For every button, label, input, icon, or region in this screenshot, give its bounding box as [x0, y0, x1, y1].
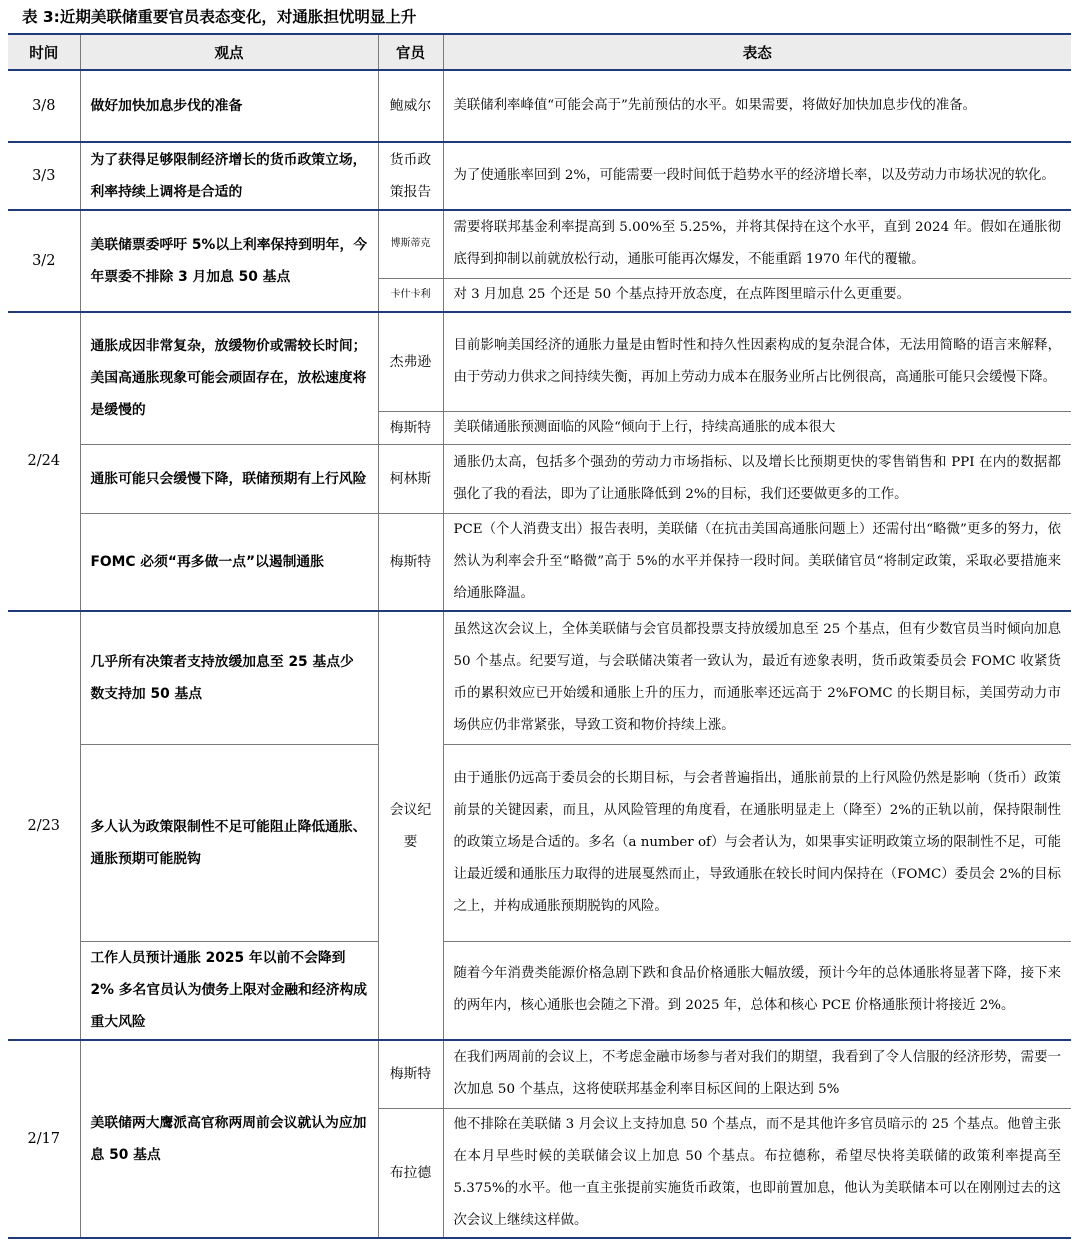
row-view: FOMC 必须“再多做一点”以遏制通胀	[80, 514, 378, 612]
row-official: 会议纪要	[378, 611, 443, 1040]
row-time: 3/2	[8, 210, 80, 312]
row-official: 卡什卡利	[378, 278, 443, 312]
table-row	[8, 70, 1071, 142]
row-statement: 在我们两周前的会议上，不考虑金融市场参与者对我们的期望，我看到了令人信服的经济形势，需要一次加息 50 个基点，这将使联邦基金利率目标区间的上限达到 5%	[443, 1040, 1071, 1108]
row-view: 通胀成因非常复杂，放缓物价或需较长时间；美国高通胀现象可能会顽固存在，放松速度将是缓慢的	[80, 312, 378, 445]
table-row	[8, 744, 1071, 941]
row-official: 鲍威尔	[378, 70, 443, 142]
row-view: 美联储两大鹰派高官称两周前会议就认为应加息 50 基点	[80, 1040, 378, 1238]
row-official: 布拉德	[378, 1108, 443, 1238]
row-statement: 美联储通胀预测面临的风险“倾向于上行，持续高通胀的成本很大	[443, 412, 1071, 445]
row-official: 梅斯特	[378, 1040, 443, 1108]
row-view: 多人认为政策限制性不足可能阻止降低通胀、通胀预期可能脱钩	[80, 744, 378, 941]
row-statement: 对 3 月加息 25 个还是 50 个基点持开放态度，在点阵图里暗示什么更重要。	[443, 278, 1071, 312]
table-row	[8, 445, 1071, 514]
table-row	[8, 941, 1071, 1040]
row-statement: 目前影响美国经济的通胀力量是由暂时性和持久性因素构成的复杂混合体，无法用简略的语言来解释，由于劳动力供求之间持续失衡，再加上劳动力成本在服务业所占比例很高，高通胀可能只会缓慢下降。	[443, 312, 1071, 412]
row-statement: 通胀仍太高，包括多个强劲的劳动力市场指标、以及增长比预期更快的零售销售和 PPI 在内的数据都强化了我的看法，即为了让通胀降低到 2%的目标，我们还要做更多的工作。	[443, 445, 1071, 514]
header-statement: 表态	[443, 34, 1071, 70]
table-row	[8, 210, 1071, 278]
row-view: 美联储票委呼吁 5%以上利率保持到明年，今年票委不排除 3 月加息 50 基点	[80, 210, 378, 312]
header-view: 观点	[80, 34, 378, 70]
row-view: 工作人员预计通胀 2025 年以前不会降到 2% 多名官员认为债务上限对金融和经济构成重大风险	[80, 941, 378, 1040]
row-statement: PCE（个人消费支出）报告表明，美联储（在抗击美国高通胀问题上）还需付出“略微”更多的努力，依然认为利率会升至“略微”高于 5%的水平并保持一段时间。美联储官员“将制定政策，采取必要措施来给通胀降温。	[443, 514, 1071, 612]
table-row	[8, 611, 1071, 744]
row-statement: 为了使通胀率回到 2%，可能需要一段时间低于趋势水平的经济增长率，以及劳动力市场状况的软化。	[443, 142, 1071, 210]
row-view: 为了获得足够限制经济增长的货币政策立场，利率持续上调将是合适的	[80, 142, 378, 210]
row-statement: 随着今年消费类能源价格急剧下跌和食品价格通胀大幅放缓，预计今年的总体通胀将显著下降，接下来的两年内，核心通胀也会随之下滑。到 2025 年，总体和核心 PCE 价格通胀预计将接近 2%。	[443, 941, 1071, 1040]
row-statement: 虽然这次会议上，全体美联储与会官员都投票支持放缓加息至 25 个基点，但有少数官员当时倾向加息 50 个基点。纪要写道，与会联储决策者一致认为，最近有迹象表明，货币政策委员会 FOMC 收紧货币的累积效应已开始缓和通胀上升的压力，而通胀率还远高于 2%FOMC 的长期目标，美国劳动力市场供应仍非常紧张，导致工资和物价持续上涨。	[443, 611, 1071, 744]
table-row	[8, 1040, 1071, 1108]
row-official: 货币政策报告	[378, 142, 443, 210]
row-time: 3/8	[8, 70, 80, 142]
row-time: 3/3	[8, 142, 80, 210]
header-official: 官员	[378, 34, 443, 70]
row-time: 2/23	[8, 611, 80, 1040]
row-official: 柯林斯	[378, 445, 443, 514]
row-statement: 需要将联邦基金利率提高到 5.00%至 5.25%，并将其保持在这个水平，直到 2024 年。假如在通胀彻底得到抑制以前就放松行动，通胀可能再次爆发，不能重蹈 1970 年代的覆辙。	[443, 210, 1071, 278]
row-view: 做好加快加息步伐的准备	[80, 70, 378, 142]
header-time: 时间	[8, 34, 80, 70]
fed-officials-table	[8, 33, 1071, 1239]
table-row	[8, 142, 1071, 210]
row-official: 杰弗逊	[378, 312, 443, 412]
row-official: 梅斯特	[378, 412, 443, 445]
row-official: 梅斯特	[378, 514, 443, 612]
row-statement: 美联储利率峰值“可能会高于”先前预估的水平。如果需要，将做好加快加息步伐的准备。	[443, 70, 1071, 142]
table-row	[8, 514, 1071, 612]
header-row	[8, 34, 1071, 70]
table-caption: 表 3:近期美联储重要官员表态变化，对通胀担忧明显上升	[22, 8, 417, 26]
row-view: 通胀可能只会缓慢下降，联储预期有上行风险	[80, 445, 378, 514]
row-statement: 由于通胀仍远高于委员会的长期目标，与会者普遍指出，通胀前景的上行风险仍然是影响（货币）政策前景的关键因素，而且，从风险管理的角度看，在通胀明显走上（降至）2%的正轨以前，保持限制性的政策立场是合适的。多名（a number of）与会者认为，如果事实证明政策立场的限制性不足，可能让最近缓和通胀压力取得的进展戛然而止，导致通胀在较长时间内保持在（FOMC）委员会 2%的目标之上，并构成通胀预期脱钩的风险。	[443, 744, 1071, 941]
row-official: 博斯蒂克	[378, 210, 443, 278]
row-time: 2/24	[8, 312, 80, 612]
row-statement: 他不排除在美联储 3 月会议上支持加息 50 个基点，而不是其他许多官员暗示的 25 个基点。他曾主张在本月早些时候的美联储会议上加息 50 个基点。布拉德称，希望尽快将美联储的政策利率提高至 5.375%的水平。他一直主张提前实施货币政策，也即前置加息，他认为美联储本可以在刚刚过去的这次会议上继续这样做。	[443, 1108, 1071, 1238]
table-row	[8, 312, 1071, 412]
row-view: 几乎所有决策者支持放缓加息至 25 基点少数支持加 50 基点	[80, 611, 378, 744]
row-time: 2/17	[8, 1040, 80, 1238]
